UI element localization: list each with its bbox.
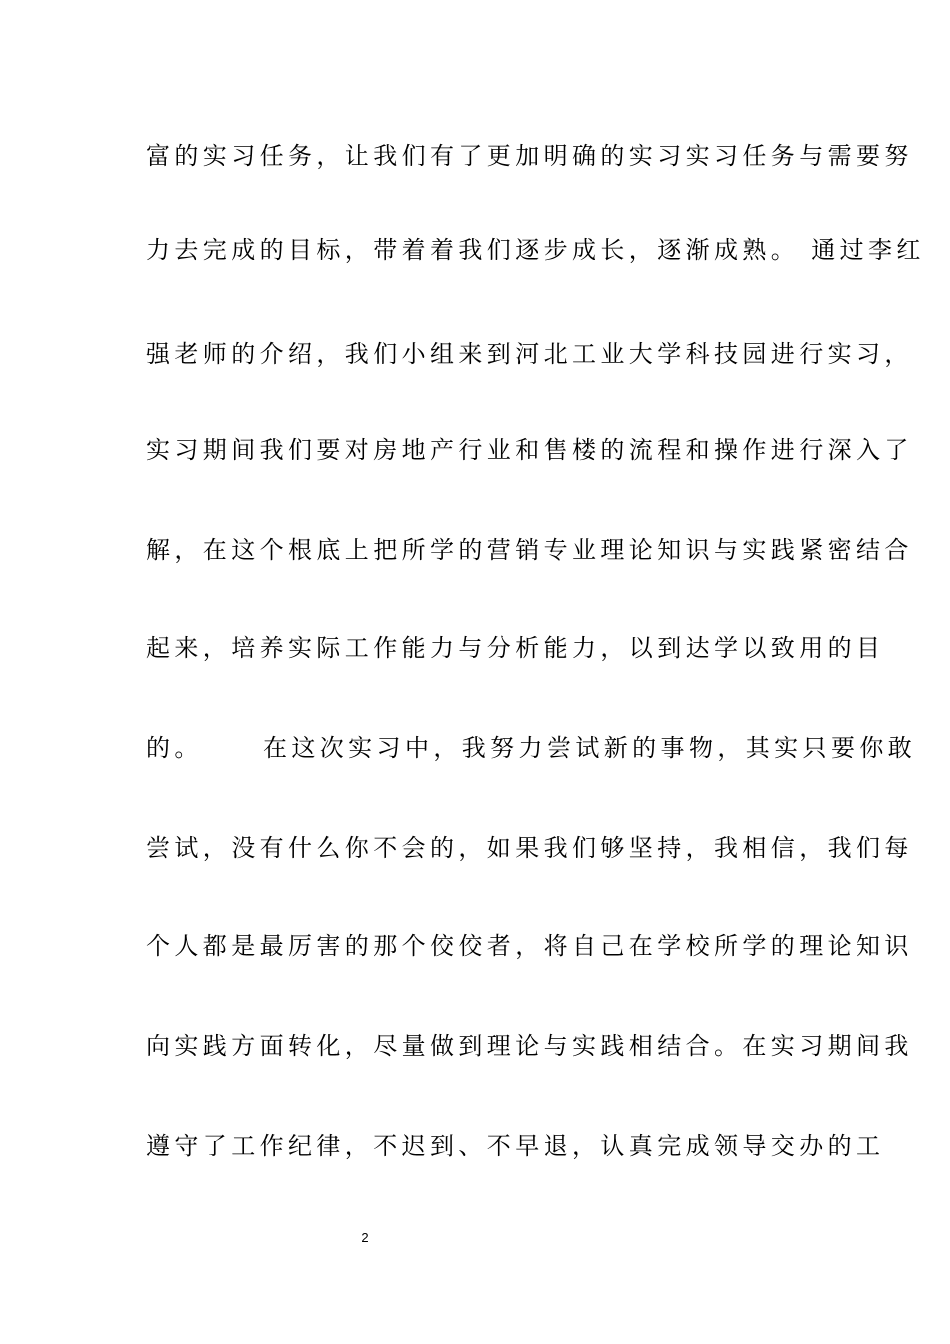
text-line: 强老师的介绍，我们小组来到河北工业大学科技园进行实习， [146, 340, 913, 368]
page-number: 2 [361, 1230, 369, 1245]
text-line: 尝试，没有什么你不会的，如果我们够坚持，我相信，我们每 [146, 834, 913, 862]
text-line: 实习期间我们要对房地产行业和售楼的流程和操作进行深入了 [146, 436, 913, 464]
text-line: 个人都是最厉害的那个佼佼者，将自己在学校所学的理论知识 [146, 932, 913, 960]
text-line: 富的实习任务，让我们有了更加明确的实习实习任务与需要努 [146, 142, 913, 170]
text-line: 解，在这个根底上把所学的营销专业理论知识与实践紧密结合 [146, 536, 913, 564]
text-line: 力去完成的目标，带着着我们逐步成长，逐渐成熟。 通过李红 [146, 236, 925, 264]
text-line: 遵守了工作纪律，不迟到、不早退，认真完成领导交办的工 [146, 1132, 885, 1160]
text-line: 起来，培养实际工作能力与分析能力，以到达学以致用的目 [146, 634, 885, 662]
text-line: 的。 在这次实习中，我努力尝试新的事物，其实只要你敢 [146, 734, 917, 762]
text-line: 向实践方面转化，尽量做到理论与实践相结合。在实习期间我 [146, 1032, 913, 1060]
